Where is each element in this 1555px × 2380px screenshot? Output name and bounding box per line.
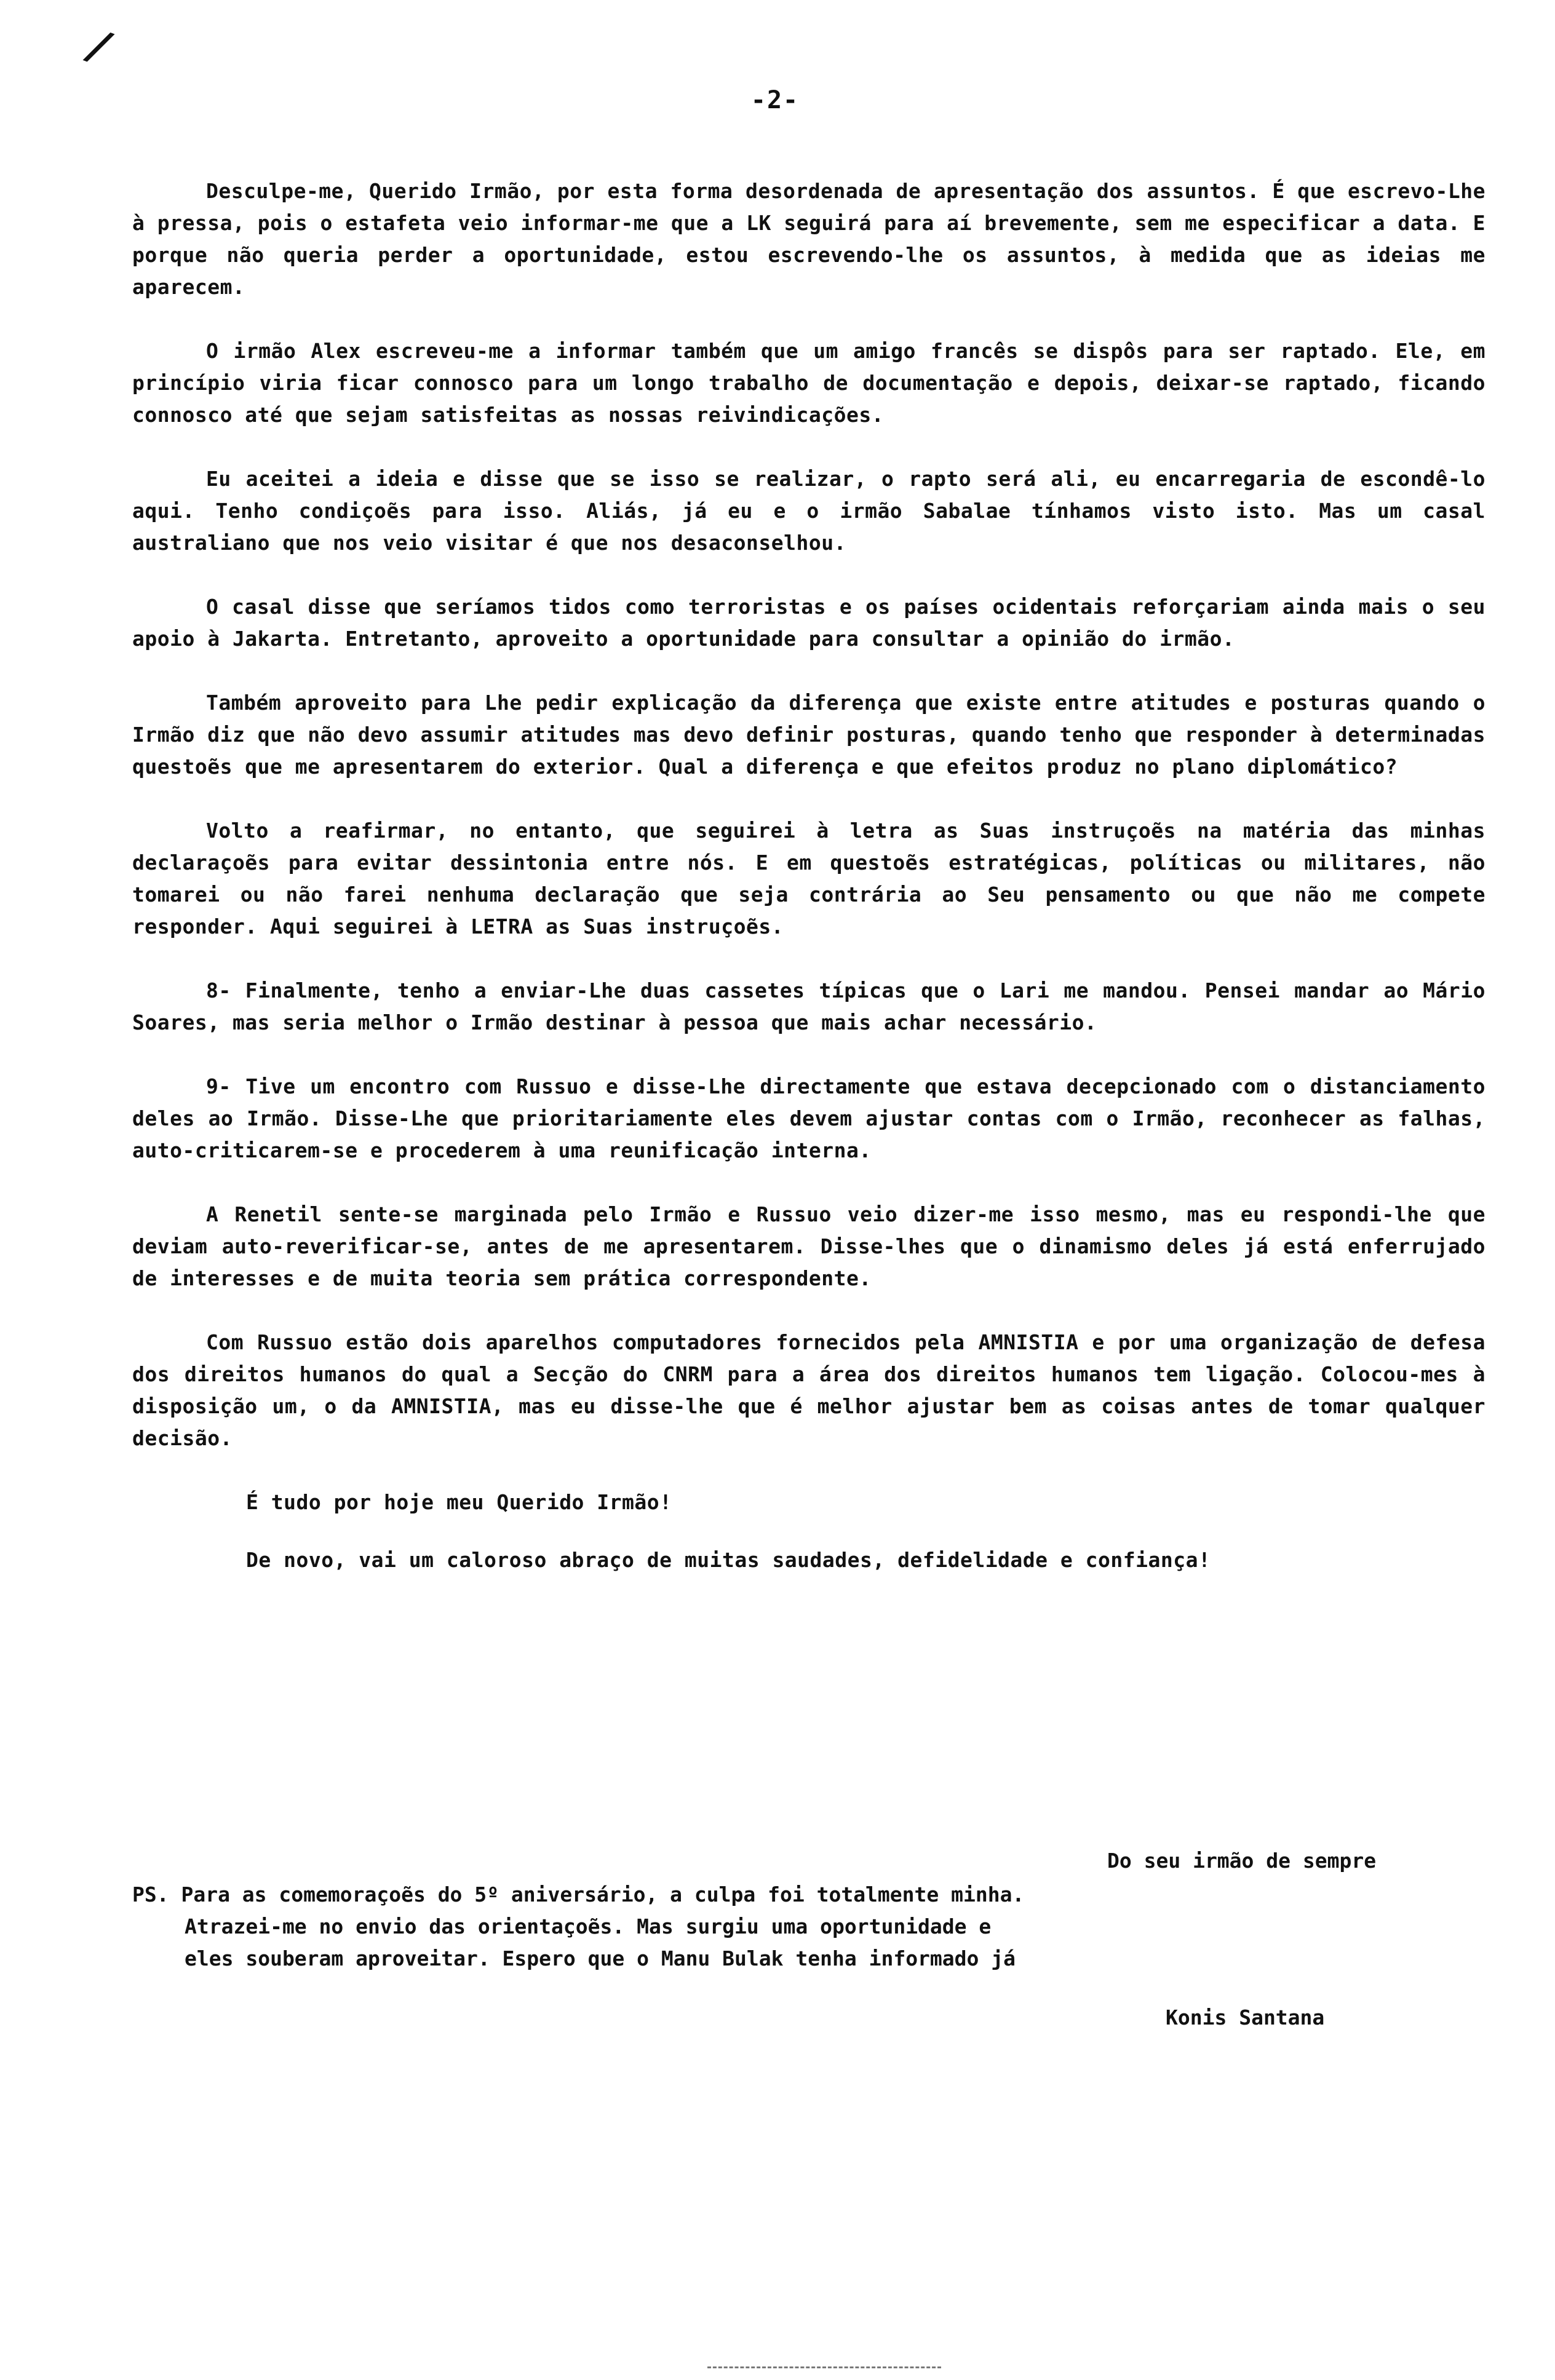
- paragraph-item-9: 9- Tive um encontro com Russuo e disse-Lhe directamente que estava decepcionado com o distanciamento deles ao Irmão. Disse-Lhe que prioritariamente eles devem ajustar contas com o Irmão, reconhecer as falhas, auto-criticarem-se e procederem à uma reunificação interna.: [132, 1074, 1485, 1162]
- paragraph-sign-off: É tudo por hoje meu Querido Irmão!: [246, 1490, 672, 1514]
- paragraph-couple-warning: O casal disse que seríamos tidos como terroristas e os países ocidentais reforçariam ainda mais o seu apoio à Jakarta. Entretanto, aproveito a oportunidade para consultar a opinião do irmão.: [132, 595, 1485, 651]
- margin-pen-mark: /: [78, 18, 120, 74]
- letter-body: [132, 175, 1485, 1602]
- paragraph-acceptance: Eu aceitei a ideia e disse que se isso se realizar, o rapto será ali, eu encarregaria de escondê-lo aqui. Tenho condiçoẽs para isso. Aliás, já eu e o irmão Sabalae tínhamos visto isto. Mas um casal australiano que nos veio visitar é que nos desaconselhou.: [132, 467, 1485, 555]
- paragraph-kidnap-proposal: O irmão Alex escreveu-me a informar também que um amigo francês se dispôs para ser raptado. Ele, em princípio viria ficar connosco para um longo trabalho de documentação e depois, deixar-se raptado, ficando connosco até que sejam satisfeitas as nossas reivindicações.: [132, 339, 1485, 427]
- page-number: -2-: [750, 86, 800, 114]
- paragraph-computers: Com Russuo estão dois aparelhos computadores fornecidos pela AMNISTIA e por uma organização de defesa dos direitos humanos do qual a Secção do CNRM para a área dos direitos humanos tem ligação. Colocou-mes à disposição um, o da AMNISTIA, mas eu disse-lhe que é melhor ajustar bem as coisas antes de tomar qualquer decisão.: [132, 1330, 1485, 1450]
- paragraph-instructions: Volto a reafirmar, no entanto, que seguirei à letra as Suas instruçoẽs na matéria das minhas declaraçoẽs para evitar dessintonia entre nós. E em questoẽs estratégicas, políticas ou militares, não tomarei ou não farei nenhuma declaração que seja contrária ao Seu pensamento ou que não me compete responder. Aqui seguirei à LETRA as Suas instruçoẽs.: [132, 819, 1485, 938]
- paragraph-item-8: 8- Finalmente, tenho a enviar-Lhe duas cassetes típicas que o Lari me mandou. Pensei mandar ao Mário Soares, mas seria melhor o Irmão destinar à pessoa que mais achar necessário.: [132, 978, 1485, 1034]
- closing-line: Do seu irmão de sempre: [1107, 1849, 1377, 1873]
- paragraph-renetil: A Renetil sente-se marginada pelo Irmão e Russuo veio dizer-me isso mesmo, mas eu respondi-lhe que deviam auto-reverificar-se, antes de me apresentarem. Disse-lhes que o dinamismo deles já está enferrujado de interesses e de muita teoria sem prática correspondente.: [132, 1202, 1485, 1290]
- postscript: PS. Para as comemoraçoẽs do 5º aniversário, a culpa foi totalmente minha. Atrazei-me no envio das orientaçoẽs. Mas surgiu uma oportunidade e eles souberam aproveitar. Espero que o Manu Bulak tenha informado já: [132, 1882, 1025, 1970]
- paragraph-attitudes-postures: Também aproveito para Lhe pedir explicação da diferença que existe entre atitudes e posturas quando o Irmão diz que não devo assumir atitudes mas devo definir posturas, quando tenho que responder à determinadas questoẽs que me apresentarem do exterior. Qual a diferença e que efeitos produz no plano diplomático?: [132, 691, 1485, 779]
- paragraph-embrace: De novo, vai um caloroso abraço de muitas saudades, defidelidade e confiança!: [246, 1548, 1211, 1572]
- footer-scan-mark: [707, 2366, 941, 2371]
- paragraph-apology: Desculpe-me, Querido Irmão, por esta forma desordenada de apresentação dos assuntos. É que escrevo-Lhe à pressa, pois o estafeta veio informar-me que a LK seguirá para aí brevemente, sem me especificar a data. E porque não queria perder a oportunidade, estou escrevendo-lhe os assuntos, à medida que as ideias me aparecem.: [132, 179, 1485, 299]
- signature: Konis Santana: [1166, 2005, 1325, 2029]
